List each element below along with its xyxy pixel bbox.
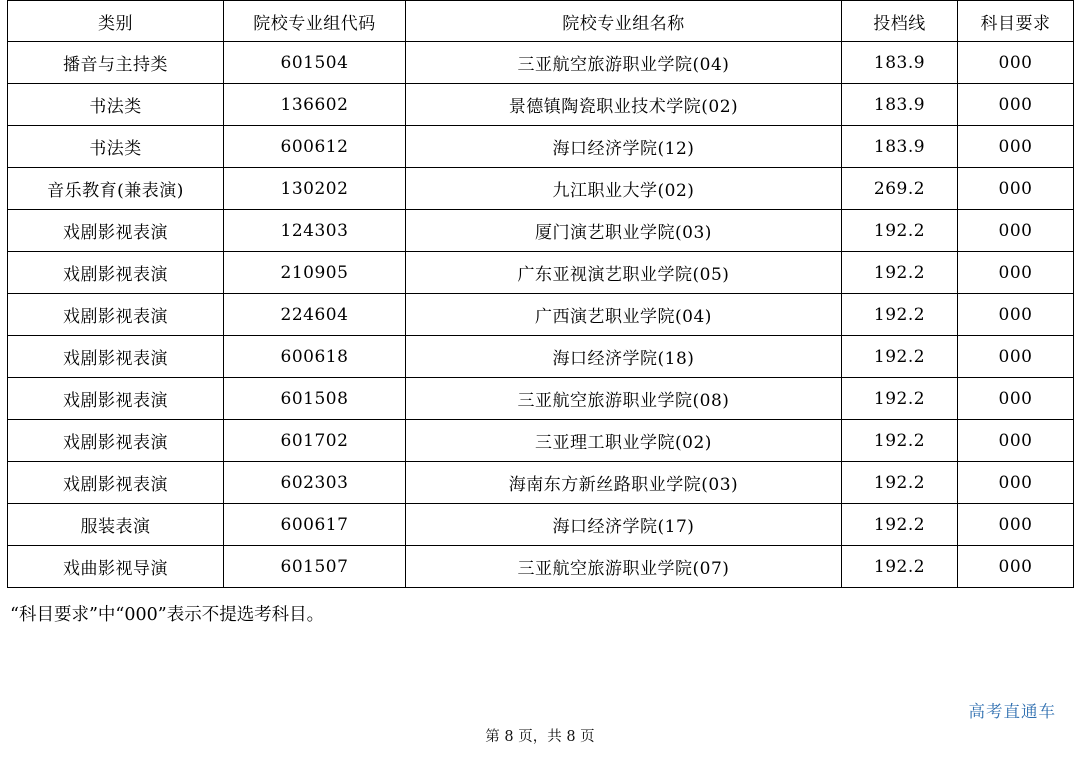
table-row [8, 252, 1074, 294]
admission-score-table [7, 0, 1074, 588]
cell-category: 戏剧影视表演 [8, 420, 224, 462]
cell-subject: 000 [958, 84, 1074, 126]
cell-name: 海口经济学院(17) [406, 504, 842, 546]
table-row [8, 210, 1074, 252]
table-row [8, 168, 1074, 210]
cell-name: 九江职业大学(02) [406, 168, 842, 210]
cell-category: 戏剧影视表演 [8, 210, 224, 252]
cell-name: 三亚航空旅游职业学院(08) [406, 378, 842, 420]
page-number-indicator: 第 8 页，共 8 页 [485, 729, 595, 745]
cell-score: 192.2 [842, 546, 958, 588]
cell-subject: 000 [958, 504, 1074, 546]
table-row [8, 504, 1074, 546]
cell-subject: 000 [958, 462, 1074, 504]
cell-category: 戏剧影视表演 [8, 294, 224, 336]
cell-score: 269.2 [842, 168, 958, 210]
cell-subject: 000 [958, 420, 1074, 462]
table-body [8, 42, 1074, 588]
cell-code: 602303 [224, 462, 406, 504]
cell-name: 广东亚视演艺职业学院(05) [406, 252, 842, 294]
cell-score: 192.2 [842, 294, 958, 336]
cell-name: 海南东方新丝路职业学院(03) [406, 462, 842, 504]
cell-code: 136602 [224, 84, 406, 126]
cell-score: 192.2 [842, 336, 958, 378]
table-header [8, 1, 1074, 42]
cell-category: 戏剧影视表演 [8, 252, 224, 294]
cell-code: 601702 [224, 420, 406, 462]
column-header-subject: 科目要求 [958, 1, 1074, 42]
table-row [8, 546, 1074, 588]
cell-subject: 000 [958, 336, 1074, 378]
cell-subject: 000 [958, 210, 1074, 252]
watermark-label: 高考直通车 [968, 702, 1056, 721]
cell-score: 192.2 [842, 504, 958, 546]
column-header-code: 院校专业组代码 [224, 1, 406, 42]
cell-name: 三亚航空旅游职业学院(04) [406, 42, 842, 84]
column-header-score: 投档线 [842, 1, 958, 42]
cell-subject: 000 [958, 378, 1074, 420]
cell-subject: 000 [958, 42, 1074, 84]
table-row [8, 126, 1074, 168]
cell-score: 192.2 [842, 420, 958, 462]
cell-category: 书法类 [8, 84, 224, 126]
table-row [8, 462, 1074, 504]
cell-score: 192.2 [842, 462, 958, 504]
column-header-name: 院校专业组名称 [406, 1, 842, 42]
cell-name: 广西演艺职业学院(04) [406, 294, 842, 336]
cell-name: 三亚理工职业学院(02) [406, 420, 842, 462]
cell-name: 海口经济学院(18) [406, 336, 842, 378]
cell-category: 书法类 [8, 126, 224, 168]
cell-code: 224604 [224, 294, 406, 336]
cell-code: 600618 [224, 336, 406, 378]
cell-name: 三亚航空旅游职业学院(07) [406, 546, 842, 588]
cell-code: 601508 [224, 378, 406, 420]
cell-subject: 000 [958, 126, 1074, 168]
column-header-category: 类别 [8, 1, 224, 42]
cell-code: 600617 [224, 504, 406, 546]
table-row [8, 294, 1074, 336]
cell-code: 130202 [224, 168, 406, 210]
cell-code: 210905 [224, 252, 406, 294]
table-footnote: “科目要求”中“000”表示不提选考科目。 [10, 605, 325, 625]
cell-name: 景德镇陶瓷职业技术学院(02) [406, 84, 842, 126]
table-row [8, 42, 1074, 84]
cell-score: 192.2 [842, 252, 958, 294]
cell-subject: 000 [958, 294, 1074, 336]
cell-score: 183.9 [842, 126, 958, 168]
cell-code: 601507 [224, 546, 406, 588]
table-row [8, 420, 1074, 462]
table-row [8, 378, 1074, 420]
cell-subject: 000 [958, 252, 1074, 294]
cell-code: 600612 [224, 126, 406, 168]
cell-category: 戏剧影视表演 [8, 378, 224, 420]
cell-category: 播音与主持类 [8, 42, 224, 84]
cell-category: 戏曲影视导演 [8, 546, 224, 588]
cell-subject: 000 [958, 546, 1074, 588]
cell-score: 192.2 [842, 210, 958, 252]
table-header-row [8, 1, 1074, 42]
cell-subject: 000 [958, 168, 1074, 210]
cell-score: 183.9 [842, 42, 958, 84]
cell-score: 183.9 [842, 84, 958, 126]
table-row [8, 336, 1074, 378]
cell-name: 海口经济学院(12) [406, 126, 842, 168]
cell-category: 音乐教育(兼表演) [8, 168, 224, 210]
cell-name: 厦门演艺职业学院(03) [406, 210, 842, 252]
cell-category: 服装表演 [8, 504, 224, 546]
table-row [8, 84, 1074, 126]
cell-category: 戏剧影视表演 [8, 462, 224, 504]
cell-category: 戏剧影视表演 [8, 336, 224, 378]
cell-code: 601504 [224, 42, 406, 84]
cell-code: 124303 [224, 210, 406, 252]
cell-score: 192.2 [842, 378, 958, 420]
